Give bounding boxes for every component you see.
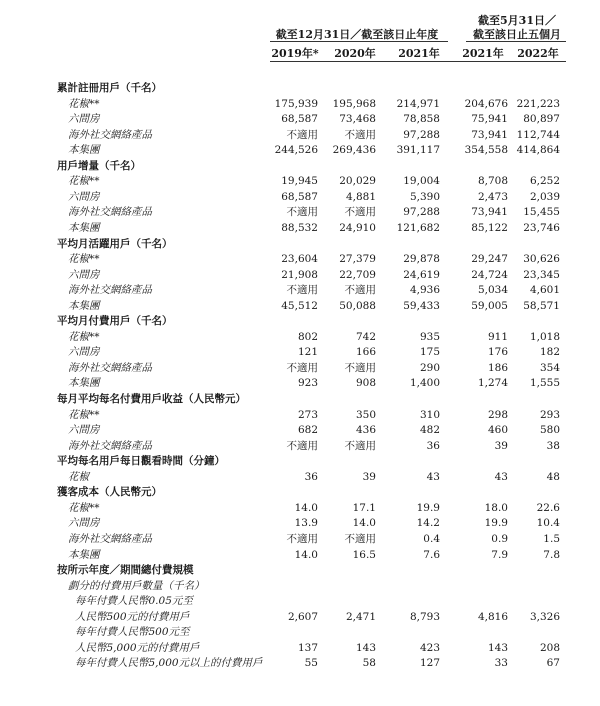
table-cell: 742 [355,330,376,343]
row-label: 海外社交網絡產品 [68,128,152,141]
table-cell: 354,558 [464,144,508,157]
table-cell: 175,939 [274,97,318,110]
table-cell: 不適用 [286,361,318,374]
table-cell: 0.9 [491,532,508,545]
row-label: 花椒** [68,501,100,514]
table-cell: 43 [494,470,508,483]
table-cell: 682 [297,424,318,437]
section-header-row [0,563,600,578]
table-cell: 23,604 [281,253,318,266]
table-cell: 580 [539,424,560,437]
table-cell: 39 [362,470,376,483]
row-label: 平均每名用戶每日觀看時間（分鐘） [57,455,225,468]
table-cell: 5,034 [477,284,508,297]
table-cell: 68,587 [281,190,318,203]
table-cell: 80,897 [523,113,560,126]
table-cell: 不適用 [286,206,318,219]
table-cell: 143 [355,641,376,654]
table-cell: 269,436 [332,144,376,157]
table-cell: 175 [419,346,440,359]
table-cell: 166 [355,346,376,359]
table-cell: 121 [297,346,318,359]
table-row [0,205,600,220]
table-cell: 214,971 [396,97,440,110]
table-row [0,190,600,205]
table-cell: 73,941 [471,128,508,141]
table-cell: 273 [297,408,318,421]
table-cell: 38 [546,439,560,452]
table-cell: 不適用 [344,532,376,545]
table-cell: 19,004 [403,175,440,188]
table-cell: 1,400 [409,377,440,390]
row-label: 每年付費人民幣500元至 [75,626,190,639]
table-cell: 15,455 [523,206,560,219]
row-label: 海外社交網絡產品 [68,206,152,219]
table-cell: 244,526 [274,144,318,157]
table-cell: 59,433 [403,299,440,312]
table-cell: 不適用 [286,128,318,141]
table-cell: 1,274 [477,377,508,390]
table-cell: 不適用 [286,532,318,545]
row-label: 六間房 [68,517,100,530]
table-cell: 14.0 [352,517,376,530]
row-label: 海外社交網絡產品 [68,361,152,374]
table-row [0,470,600,485]
table-row [0,361,600,376]
table-row [0,97,600,112]
table-cell: 14.0 [294,501,318,514]
table-cell: 204,676 [464,97,508,110]
table-cell: 85,122 [471,221,508,234]
table-cell: 17.1 [352,501,376,514]
row-label: 六間房 [68,346,100,359]
table-cell: 3,326 [529,610,560,623]
table-cell: 2,473 [477,190,508,203]
table-row [0,501,600,516]
row-label: 每月平均每名付費用戶收益（人民幣元） [57,393,246,405]
table-cell: 8,793 [409,610,440,623]
table-cell: 58,571 [523,299,560,312]
table-row [0,376,600,391]
table-cell: 10.4 [536,517,560,530]
table-cell: 不適用 [286,284,318,297]
table-row [0,268,600,283]
row-label: 六間房 [68,424,100,437]
table-cell: 911 [487,330,508,343]
table-cell: 176 [487,346,508,359]
row-label: 獲客成本（人民幣元） [57,486,162,499]
row-label: 花椒** [68,408,100,421]
section-header-row [0,237,600,252]
table-cell: 48 [546,470,560,483]
table-row [0,345,600,360]
table-cell: 不適用 [286,439,318,452]
section-header-row [0,314,600,329]
table-cell: 不適用 [344,439,376,452]
table-cell: 802 [297,330,318,343]
section-header-row [0,485,600,500]
table-row [0,252,600,267]
table-row [0,408,600,423]
row-label: 每年付費人民幣0.05元至 [75,595,193,608]
row-label: 花椒 [68,470,89,483]
header-rule-annual [270,41,448,42]
table-cell: 18.0 [484,501,508,514]
table-cell: 36 [426,439,440,452]
table-cell: 436 [355,424,376,437]
table-cell: 不適用 [344,284,376,297]
table-cell: 290 [419,361,440,374]
table-row [0,283,600,298]
table-cell: 不適用 [344,206,376,219]
table-row [0,330,600,345]
header-year-2021-ytd: 2021年 [462,47,504,60]
table-row [0,625,600,640]
table-cell: 935 [419,330,440,343]
row-label: 用戶增量（千名） [57,159,141,172]
table-cell: 6,252 [529,175,560,188]
table-cell: 208 [539,641,560,654]
header-year-2019: 2019年* [271,47,319,60]
table-cell: 298 [487,408,508,421]
table-cell: 不適用 [344,361,376,374]
table-cell: 127 [419,657,440,670]
table-row [0,641,600,656]
row-label: 按所示年度／期間總付費規模 [57,564,194,577]
table-cell: 423 [419,641,440,654]
table-cell: 55 [304,657,318,670]
table-cell: 4,936 [409,284,440,297]
table-cell: 33 [494,657,508,670]
row-label: 六間房 [68,268,100,281]
table-cell: 24,619 [403,268,440,281]
table-cell: 112,744 [516,128,560,141]
table-cell: 5,390 [409,190,440,203]
row-label: 累計註冊用戶（千名） [57,82,162,94]
header-rule-years [270,61,566,62]
table-row [0,423,600,438]
row-label: 花椒** [68,330,100,343]
table-cell: 1,018 [529,330,560,343]
header-rule-months [466,41,566,42]
table-cell: 36 [304,470,318,483]
table-cell: 310 [419,408,440,421]
table-cell: 88,532 [281,221,318,234]
row-label: 海外社交網絡產品 [68,532,152,545]
table-cell: 27,379 [339,253,376,266]
section-header-row [0,159,600,174]
table-cell: 20,029 [339,175,376,188]
table-cell: 0.4 [423,532,440,545]
table-cell: 16.5 [352,548,376,561]
table-row [0,594,600,609]
table-cell: 143 [487,641,508,654]
table-cell: 186 [487,361,508,374]
table-row [0,516,600,531]
table-cell: 24,910 [339,221,376,234]
table-cell: 137 [297,641,318,654]
table-row [0,548,600,563]
table-cell: 73,941 [471,206,508,219]
table-cell: 19.9 [484,517,508,530]
table-cell: 58 [362,657,376,670]
table-cell: 不適用 [344,128,376,141]
table-cell: 21,908 [281,268,318,281]
table-row [0,299,600,314]
table-cell: 23,746 [523,221,560,234]
table-cell: 7.9 [491,548,508,561]
header-year-2021: 2021年 [398,47,440,60]
row-label: 花椒** [68,175,100,188]
table-cell: 182 [539,346,560,359]
table-row [0,532,600,547]
header-group-five-months-line2: 截至該日止五個月 [473,28,561,41]
row-label: 海外社交網絡產品 [68,284,152,297]
table-row [0,579,600,594]
table-cell: 19.9 [416,501,440,514]
table-row [0,439,600,454]
table-row [0,112,600,127]
row-label: 本集團 [68,377,100,390]
row-label: 六間房 [68,113,100,126]
table-cell: 4,816 [477,610,508,623]
table-row [0,610,600,625]
table-cell: 45,512 [281,299,318,312]
row-label: 花椒** [68,97,100,110]
table-cell: 923 [297,377,318,390]
table-cell: 4,601 [529,284,560,297]
table-cell: 29,878 [403,253,440,266]
table-row [0,221,600,236]
table-cell: 97,288 [403,206,440,219]
table-row [0,656,600,671]
table-cell: 350 [355,408,376,421]
table-cell: 414,864 [516,144,560,157]
row-label: 本集團 [68,548,100,561]
table-cell: 78,858 [403,113,440,126]
table-cell: 391,117 [396,144,440,157]
table-cell: 1,555 [529,377,560,390]
table-cell: 460 [487,424,508,437]
header-year-2022-ytd: 2022年 [517,47,559,60]
table-cell: 482 [419,424,440,437]
table-cell: 39 [494,439,508,452]
table-cell: 14.2 [416,517,440,530]
header-year-2020: 2020年 [334,47,376,60]
row-label: 本集團 [68,299,100,312]
table-cell: 67 [546,657,560,670]
table-cell: 8,708 [477,175,508,188]
row-label: 本集團 [68,144,100,157]
table-cell: 221,223 [516,97,560,110]
table-cell: 195,968 [332,97,376,110]
table-cell: 23,345 [523,268,560,281]
section-header-row [0,392,600,407]
table-cell: 24,724 [471,268,508,281]
table-cell: 2,471 [345,610,376,623]
table-cell: 97,288 [403,128,440,141]
table-cell: 7.8 [543,548,560,561]
table-cell: 354 [539,361,560,374]
table-cell: 13.9 [294,517,318,530]
row-label: 每年付費人民幣5,000元以上的付費用戶 [75,657,263,670]
table-cell: 50,088 [339,299,376,312]
table-cell: 22,709 [339,268,376,281]
section-header-row [0,81,600,96]
table-cell: 121,682 [396,221,440,234]
table-cell: 14.0 [294,548,318,561]
section-header-row [0,454,600,469]
table-cell: 2,039 [529,190,560,203]
table-cell: 908 [355,377,376,390]
table-row [0,174,600,189]
row-label: 人民幣5,000元的付費用戶 [75,641,200,654]
row-label: 花椒** [68,253,100,266]
table-cell: 7.6 [423,548,440,561]
row-label: 平均月付費用戶（千名） [57,315,173,328]
table-cell: 293 [539,408,560,421]
row-label: 海外社交網絡產品 [68,439,152,452]
table-cell: 2,607 [287,610,318,623]
table-cell: 73,468 [339,113,376,126]
table-row [0,143,600,158]
table-cell: 22.6 [536,501,560,514]
header-group-annual: 截至12月31日／截至該日止年度 [275,28,439,41]
table-cell: 30,626 [523,253,560,266]
table-cell: 29,247 [471,253,508,266]
table-cell: 4,881 [345,190,376,203]
table-cell: 75,941 [471,113,508,126]
table-cell: 1.5 [543,532,560,545]
header-group-five-months-line1: 截至5月31日／ [478,14,556,27]
table-cell: 59,005 [471,299,508,312]
table-cell: 68,587 [281,113,318,126]
row-label: 人民幣500元的付費用戶 [75,610,190,623]
row-label: 本集團 [68,221,100,234]
row-label: 六間房 [68,190,100,203]
table-cell: 19,945 [281,175,318,188]
table-cell: 43 [426,470,440,483]
row-label: 劃分的付費用戶數量（千名） [68,579,205,592]
row-label: 平均月活躍用戶（千名） [57,237,173,250]
table-row [0,128,600,143]
